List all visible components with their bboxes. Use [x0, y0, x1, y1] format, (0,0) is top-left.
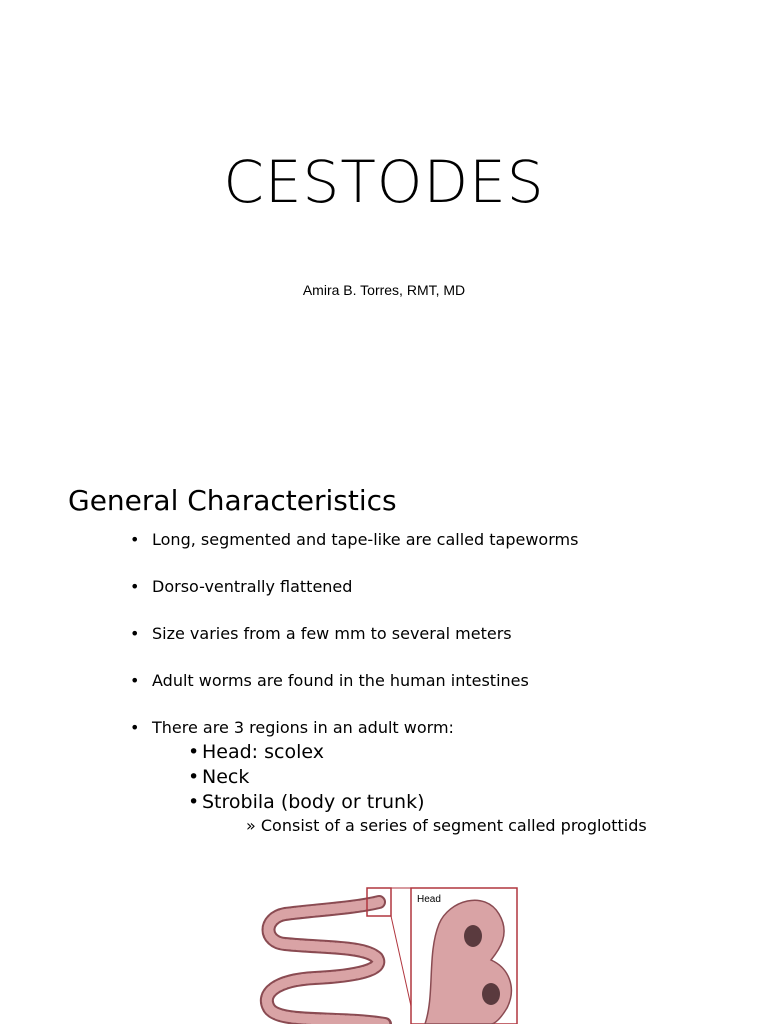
list-item: • Size varies from a few mm to several meters	[130, 623, 578, 670]
list-item: • There are 3 regions in an adult worm:	[130, 717, 578, 764]
slide-title	[0, 0, 768, 432]
slide-title-text: CESTODES	[223, 148, 545, 216]
regions-list	[188, 740, 425, 815]
region-item: • Strobila (body or trunk)	[188, 790, 425, 815]
slide-general-characteristics	[0, 432, 768, 1024]
region-item: • Head: scolex	[188, 740, 425, 765]
sucker-upper	[464, 925, 482, 947]
tapeworm-illustration	[255, 884, 525, 1024]
region-item: • Neck	[188, 765, 425, 790]
proglottid-note: » Consist of a series of segment called proglottids	[246, 816, 647, 835]
strobila-body	[267, 902, 385, 1024]
list-item: • Adult worms are found in the human intestines	[130, 670, 578, 717]
characteristics-list	[130, 529, 578, 764]
list-item: • Long, segmented and tape-like are called tapeworms	[130, 529, 578, 576]
section-heading: General Characteristics	[68, 484, 397, 517]
figure-label-head: Head	[417, 894, 441, 905]
sucker-lower	[482, 983, 500, 1005]
author-line: Amira B. Torres, RMT, MD	[302, 282, 466, 298]
list-item: • Dorso-ventrally flattened	[130, 576, 578, 623]
